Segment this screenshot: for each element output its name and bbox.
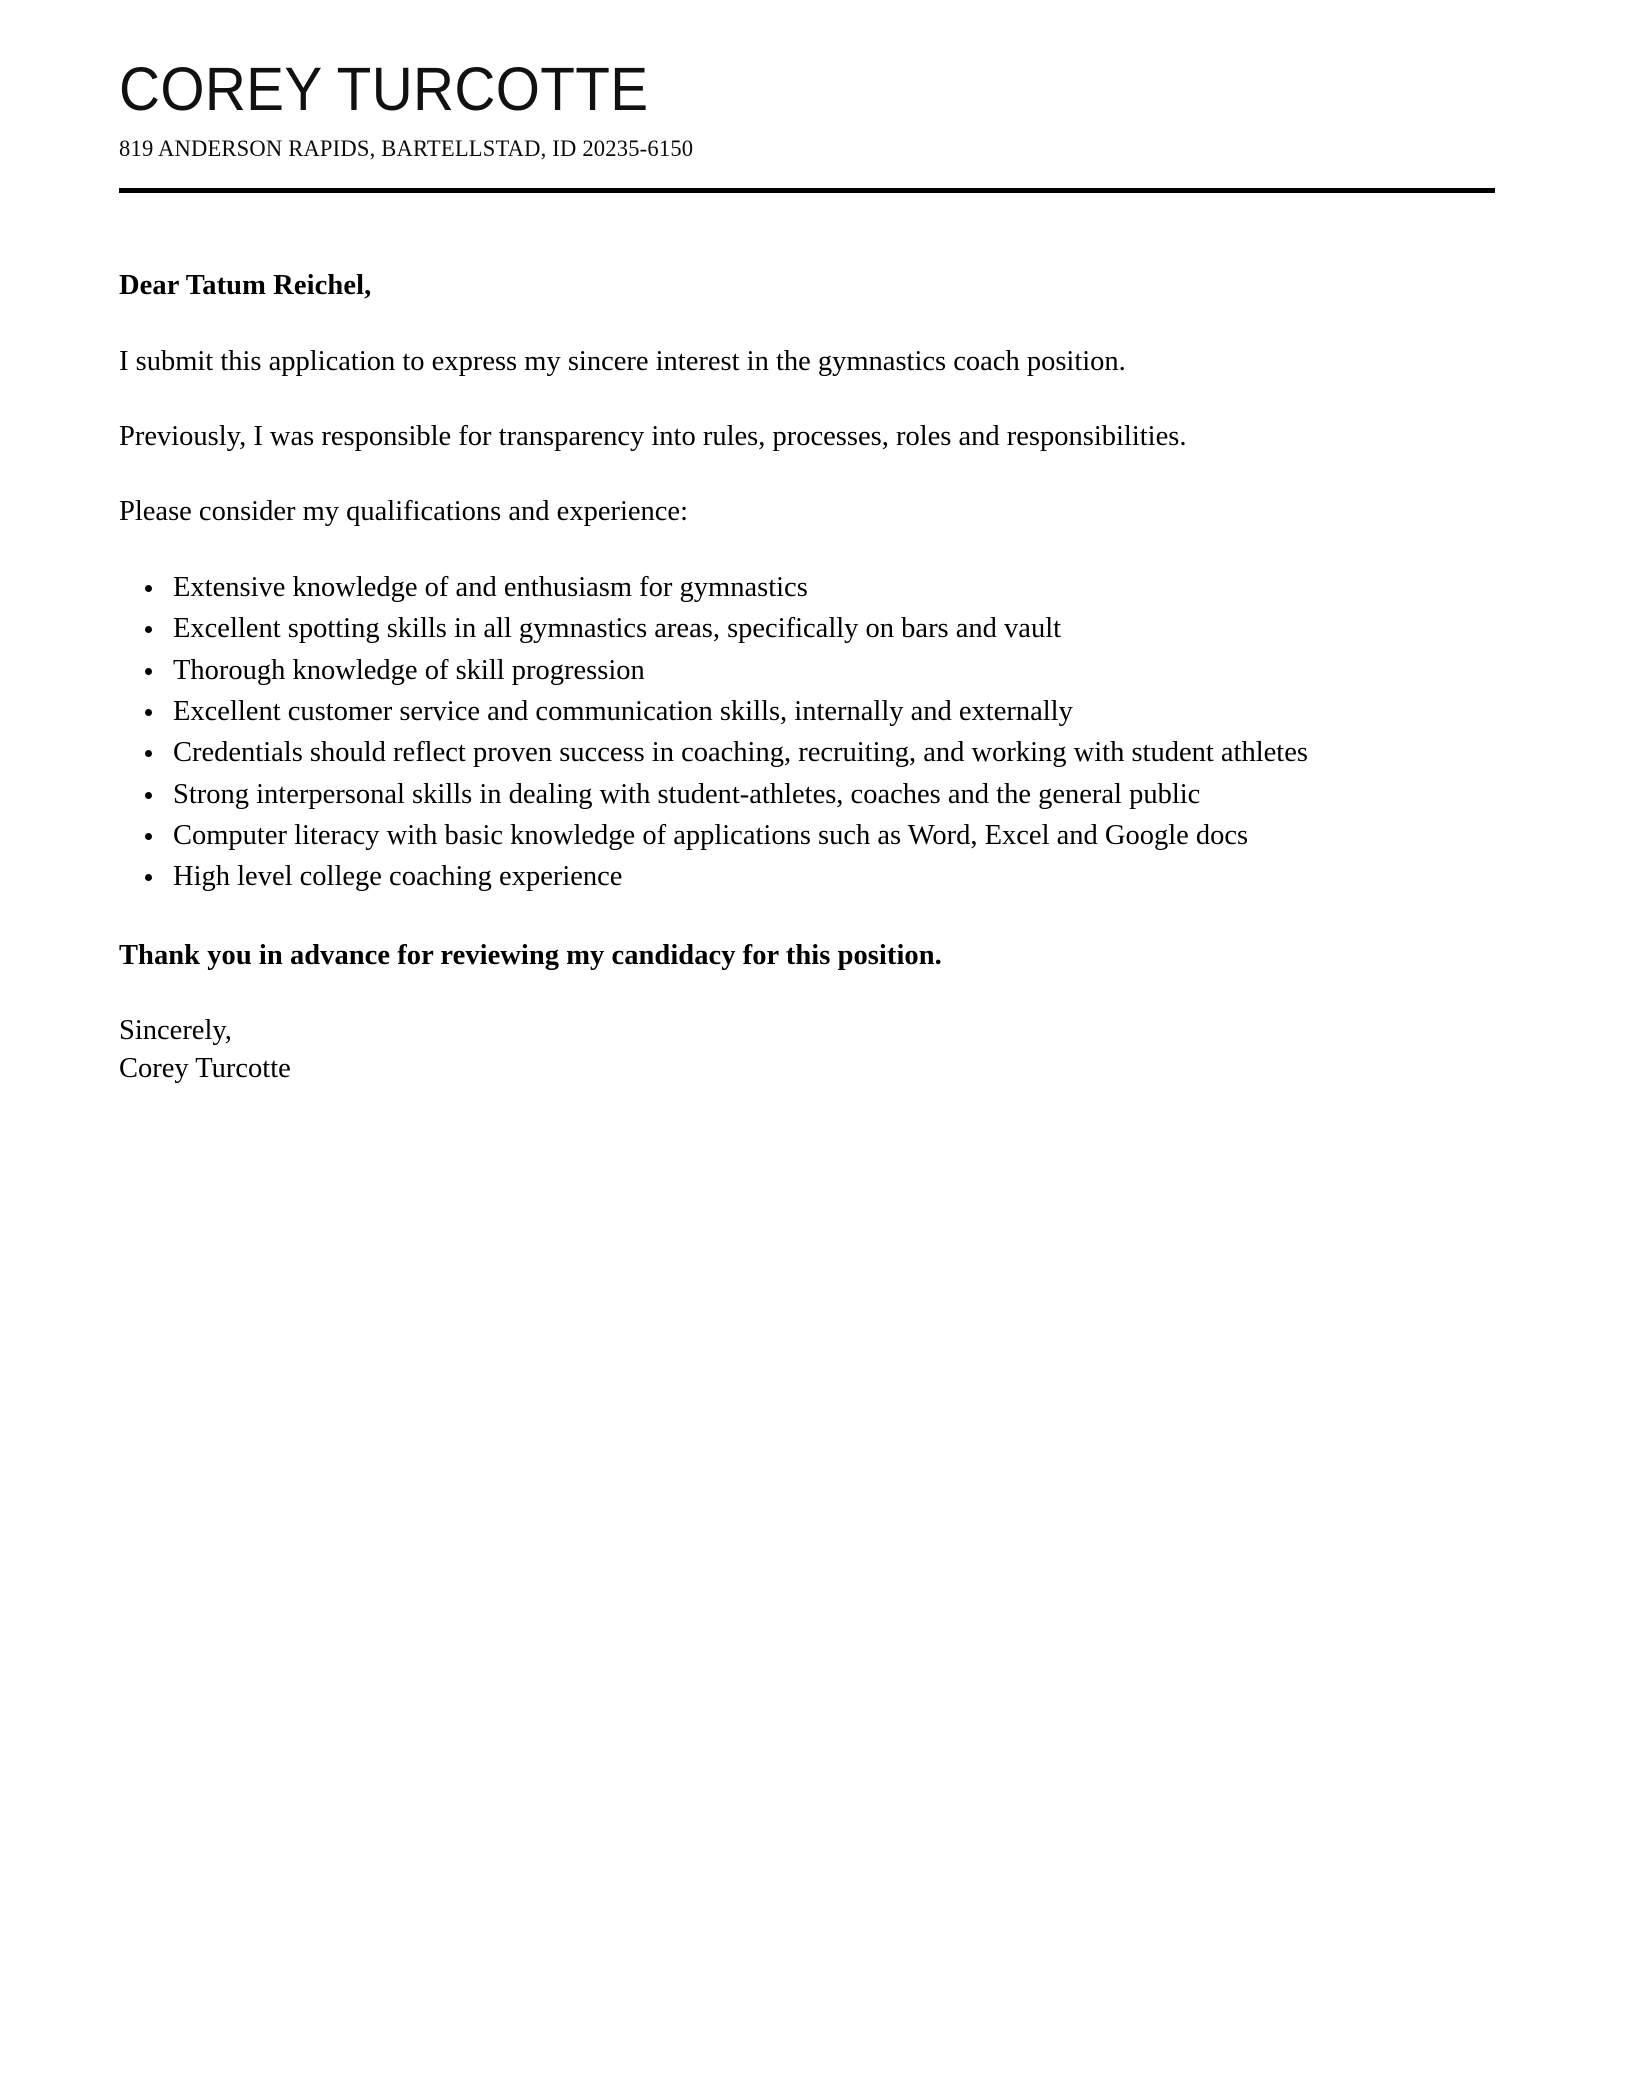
list-item-text: Excellent spotting skills in all gymnastics areas, specifically on bars and vault [173,613,1062,645]
list-item [119,733,1495,772]
letter-body [119,267,1495,1087]
bullet-icon [145,626,152,633]
letter-header [119,0,1495,193]
qualifications-list [119,568,1495,897]
list-item-text: Thorough knowledge of skill progression [173,654,645,686]
signoff-text: Sincerely, [119,1015,232,1047]
list-item-text: Excellent customer service and communication skills, internally and externally [173,695,1073,727]
body-paragraph-2: Previously, I was responsible for transparency into rules, processes, roles and responsibilities. [119,420,1187,452]
signoff-block [119,1012,1495,1087]
bullet-icon [145,874,152,881]
list-item [119,609,1495,648]
signature-name: Corey Turcotte [119,1052,291,1084]
list-item [119,775,1495,814]
salutation: Dear Tatum Reichel, [119,270,372,302]
bullet-icon [145,833,152,840]
list-item-text: Extensive knowledge of and enthusiasm for gymnastics [173,571,808,603]
closing-statement: Thank you in advance for reviewing my candidacy for this position. [119,939,942,971]
header-divider [119,188,1495,193]
bullet-icon [145,750,152,757]
list-item [119,816,1495,855]
list-item-text: Strong interpersonal skills in dealing with student-athletes, coaches and the general public [173,778,1201,810]
list-item-text: High level college coaching experience [173,861,623,893]
list-item-text: Computer literacy with basic knowledge of applications such as Word, Excel and Google docs [173,819,1249,851]
body-paragraph-3: Please consider my qualifications and experience: [119,495,688,527]
letter-content [119,0,1495,1087]
body-paragraph-1: I submit this application to express my sincere interest in the gymnastics coach position. [119,345,1126,377]
list-item [119,568,1495,607]
bullet-icon [145,668,152,675]
candidate-name: COREY TURCOTTE [119,55,649,123]
bullet-icon [145,585,152,592]
list-item [119,651,1495,690]
list-item [119,692,1495,731]
bullet-icon [145,709,152,716]
list-item-text: Credentials should reflect proven success in coaching, recruiting, and working with student athletes [173,737,1308,769]
candidate-address: 819 ANDERSON RAPIDS, BARTELLSTAD, ID 20235-6150 [119,136,694,163]
list-item [119,857,1495,896]
bullet-icon [145,792,152,799]
